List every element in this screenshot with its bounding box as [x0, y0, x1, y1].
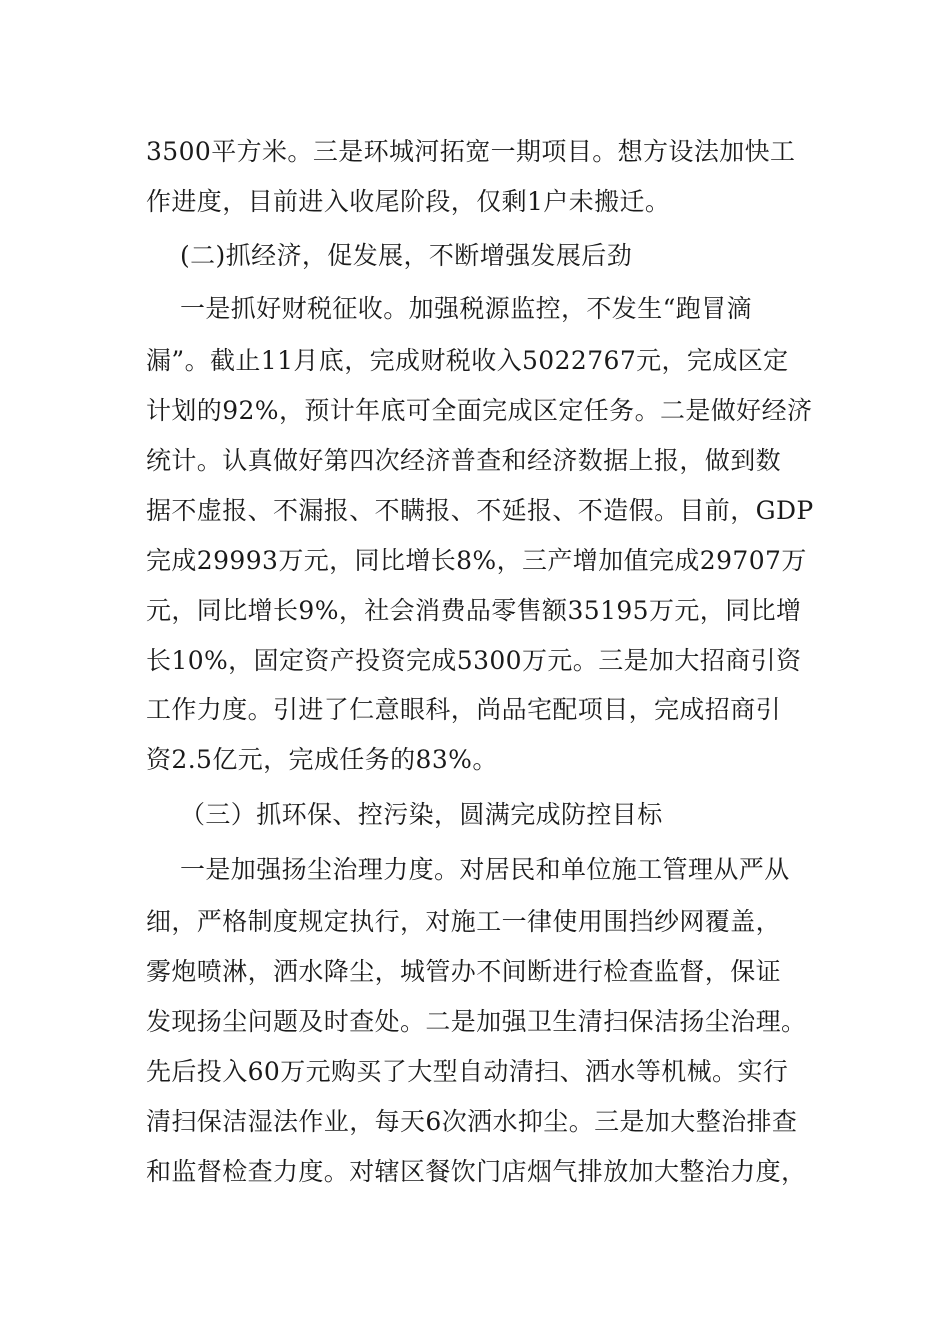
body-text-line: 3500平方米。三是环城河拓宽一期项目。想方设法加快工 [146, 137, 796, 166]
body-text-line: 作进度，目前进入收尾阶段，仅剩1户未搬迁。 [146, 187, 671, 216]
body-text-line: 完成29993万元，同比增长8%，三产增加值完成29707万 [146, 546, 807, 575]
section-heading: (二)抓经济，促发展，不断增强发展后劲 [180, 241, 633, 270]
body-text-line: 和监督检查力度。对辖区餐饮门店烟气排放加大整治力度， [146, 1157, 807, 1186]
body-text-line: 元，同比增长9%，社会消费品零售额35195万元，同比增 [146, 596, 802, 625]
body-text-line: 据不虚报、不漏报、不瞒报、不延报、不造假。目前，GDP [146, 496, 814, 525]
body-text-line: 雾炮喷淋，洒水降尘，城管办不间断进行检查监督，保证 [146, 957, 782, 986]
body-text-line: 计划的92%，预计年底可全面完成区定任务。二是做好经济 [146, 396, 813, 425]
section-heading: （三）抓环保、控污染，圆满完成防控目标 [180, 800, 663, 829]
body-text-line: 清扫保洁湿法作业，每天6次洒水抑尘。三是加大整治排查 [146, 1107, 798, 1136]
body-text-line: 细，严格制度规定执行，对施工一律使用围挡纱网覆盖， [146, 907, 782, 936]
body-text-line: 一是加强扬尘治理力度。对居民和单位施工管理从严从 [180, 855, 790, 884]
body-text-line: 先后投入60万元购买了大型自动清扫、洒水等机械。实行 [146, 1057, 789, 1086]
body-text-line: 资2.5亿元，完成任务的83%。 [146, 745, 498, 774]
body-text-line: 统计。认真做好第四次经济普查和经济数据上报，做到数 [146, 446, 782, 475]
body-text-line: 漏”。截止11月底，完成财税收入5022767元，完成区定 [146, 346, 789, 375]
body-text-line: 发现扬尘问题及时查处。二是加强卫生清扫保洁扬尘治理。 [146, 1007, 807, 1036]
body-text-line: 工作力度。引进了仁意眼科，尚品宅配项目，完成招商引 [146, 695, 782, 724]
body-text-line: 长10%，固定资产投资完成5300万元。三是加大招商引资 [146, 646, 802, 675]
body-text-line: 一是抓好财税征收。加强税源监控，不发生“跑冒滴 [180, 294, 752, 323]
